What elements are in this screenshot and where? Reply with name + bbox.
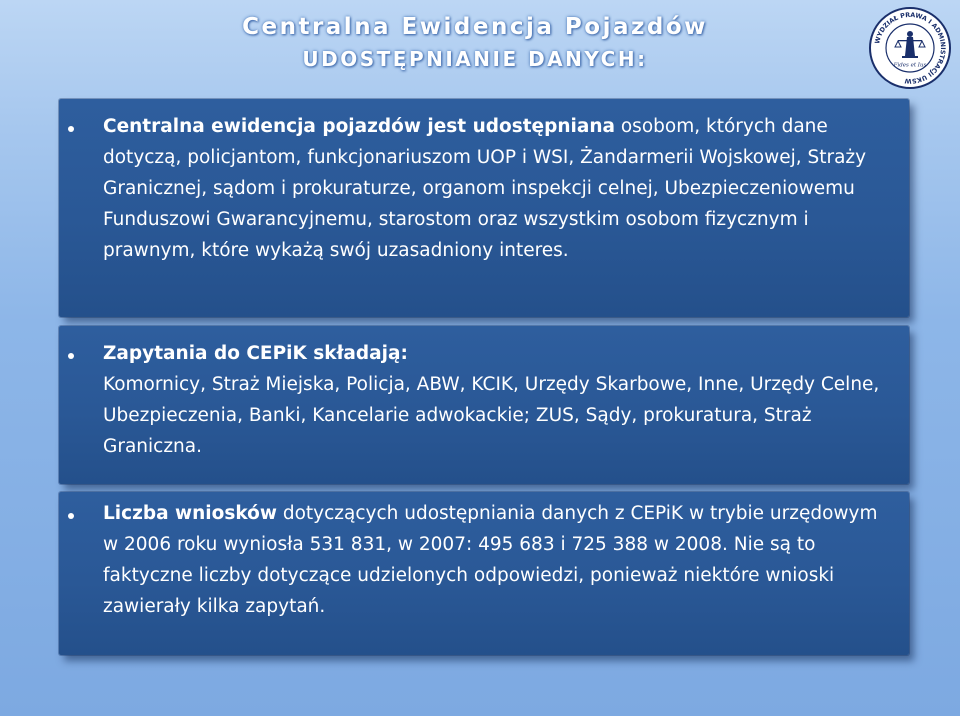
seal-motto: Fides et Ius xyxy=(893,62,927,69)
bullet-item-access xyxy=(103,111,893,266)
bullet-lead: Zapytania do CEPiK składają: xyxy=(103,343,408,364)
bullet-text: dotyczących udostępniania danych z CEPiK w trybie urzędowym w 2006 roku wyniosła 531 831, w 2007: 495 683 i 725 388 w 2008. Nie są to faktyczne liczby dotyczące udzielonych odpowiedzi, ponieważ niektóre wnioski zawierały kilka zapytań. xyxy=(103,503,878,617)
bullet-icon xyxy=(68,353,74,359)
bullet-text: Komornicy, Straż Miejska, Policja, ABW, KCIK, Urzędy Skarbowe, Inne, Urzędy Celne, Ubezpieczenia, Banki, Kancelarie adwokackie; ZUS, Sądy, prokuratura, Straż Graniczna. xyxy=(103,374,880,457)
bullet-icon xyxy=(68,126,74,132)
slide-header xyxy=(0,10,960,74)
content-box-access xyxy=(59,99,909,317)
bullet-lead: Centralna ewidencja pojazdów jest udostępniana xyxy=(103,116,615,137)
content-box-requesters xyxy=(59,326,909,484)
bullet-icon xyxy=(68,513,74,519)
university-seal-logo xyxy=(868,6,952,90)
seal-ring-text: WYDZIAŁ PRAWA I ADMINISTRACJI UKSW xyxy=(873,10,948,86)
bullet-lead: Liczba wniosków xyxy=(103,503,277,524)
content-box-statistics xyxy=(59,492,909,655)
bullet-item-requesters xyxy=(103,338,893,462)
bullet-text: osobom, których dane dotyczą, policjantom, funkcjonariuszom UOP i WSI, Żandarmerii Wojskowej, Straży Granicznej, sądom i prokuraturze, organom inspekcji celnej, Ubezpieczeniowemu Funduszowi Gwarancyjnemu, starostom oraz wszystkim osobom fizycznym i prawnym, które wykażą swój uzasadniony interes. xyxy=(103,116,867,261)
slide-title: Centralna Ewidencja Pojazdów xyxy=(242,14,708,40)
slide-subtitle: UDOSTĘPNIANIE DANYCH: xyxy=(302,47,648,71)
bullet-item-statistics xyxy=(103,498,893,622)
